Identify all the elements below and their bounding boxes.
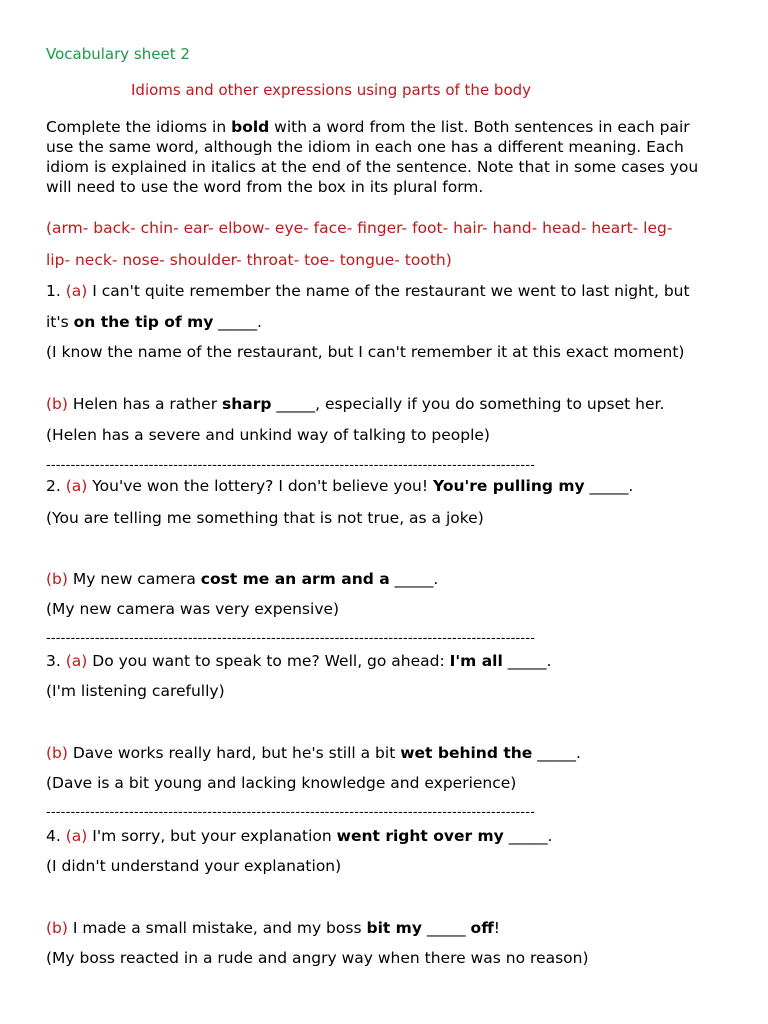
separator-1: ----------------------------------------------------------------------------------------------------: [46, 458, 536, 473]
instructions-line-4: will need to use the word from the box in its plural form.: [46, 178, 484, 196]
question-3a-explanation: (I'm listening carefully): [46, 682, 225, 700]
question-4a: 4. (a) I'm sorry, but your explanation went right over my _____.: [46, 827, 553, 845]
question-3b: (b) Dave works really hard, but he's still a bit wet behind the _____.: [46, 744, 581, 762]
question-2a-explanation: (You are telling me something that is not true, as a joke): [46, 509, 484, 527]
instructions-line-1: Complete the idioms in bold with a word from the list. Both sentences in each pair: [46, 118, 690, 136]
question-1a-explanation: (I know the name of the restaurant, but I can't remember it at this exact moment): [46, 343, 685, 361]
worksheet-subtitle: Idioms and other expressions using parts of the body: [131, 81, 532, 99]
question-2a: 2. (a) You've won the lottery? I don't believe you! You're pulling my _____.: [46, 477, 634, 495]
question-2b-explanation: (My new camera was very expensive): [46, 600, 340, 618]
word-list-line-1: (arm- back- chin- ear- elbow- eye- face- finger- foot- hair- hand- head- heart- leg-: [46, 219, 673, 237]
question-3b-explanation: (Dave is a bit young and lacking knowledge and experience): [46, 774, 517, 792]
instructions-line-3: idiom is explained in italics at the end of the sentence. Note that in some cases you: [46, 158, 699, 176]
instructions-line-2: use the same word, although the idiom in each one has a different meaning. Each: [46, 138, 684, 156]
sheet-title: Vocabulary sheet 2: [46, 45, 190, 63]
question-4b: (b) I made a small mistake, and my boss bit my _____ off!: [46, 919, 500, 937]
word-list-line-2: lip- neck- nose- shoulder- throat- toe- tongue- tooth): [46, 251, 452, 269]
question-4b-explanation: (My boss reacted in a rude and angry way when there was no reason): [46, 949, 589, 967]
separator-2: ----------------------------------------------------------------------------------------------------: [46, 631, 536, 646]
separator-3: ----------------------------------------------------------------------------------------------------: [46, 805, 536, 820]
question-1b-explanation: (Helen has a severe and unkind way of talking to people): [46, 426, 490, 444]
question-1a-line-2: it's on the tip of my _____.: [46, 313, 262, 331]
question-1a: 1. (a) I can't quite remember the name of the restaurant we went to last night, but: [46, 282, 690, 300]
question-3a: 3. (a) Do you want to speak to me? Well, go ahead: I'm all _____.: [46, 652, 552, 670]
question-1b: (b) Helen has a rather sharp _____, especially if you do something to upset her.: [46, 395, 665, 413]
question-4a-explanation: (I didn't understand your explanation): [46, 857, 342, 875]
question-2b: (b) My new camera cost me an arm and a _____.: [46, 570, 439, 588]
